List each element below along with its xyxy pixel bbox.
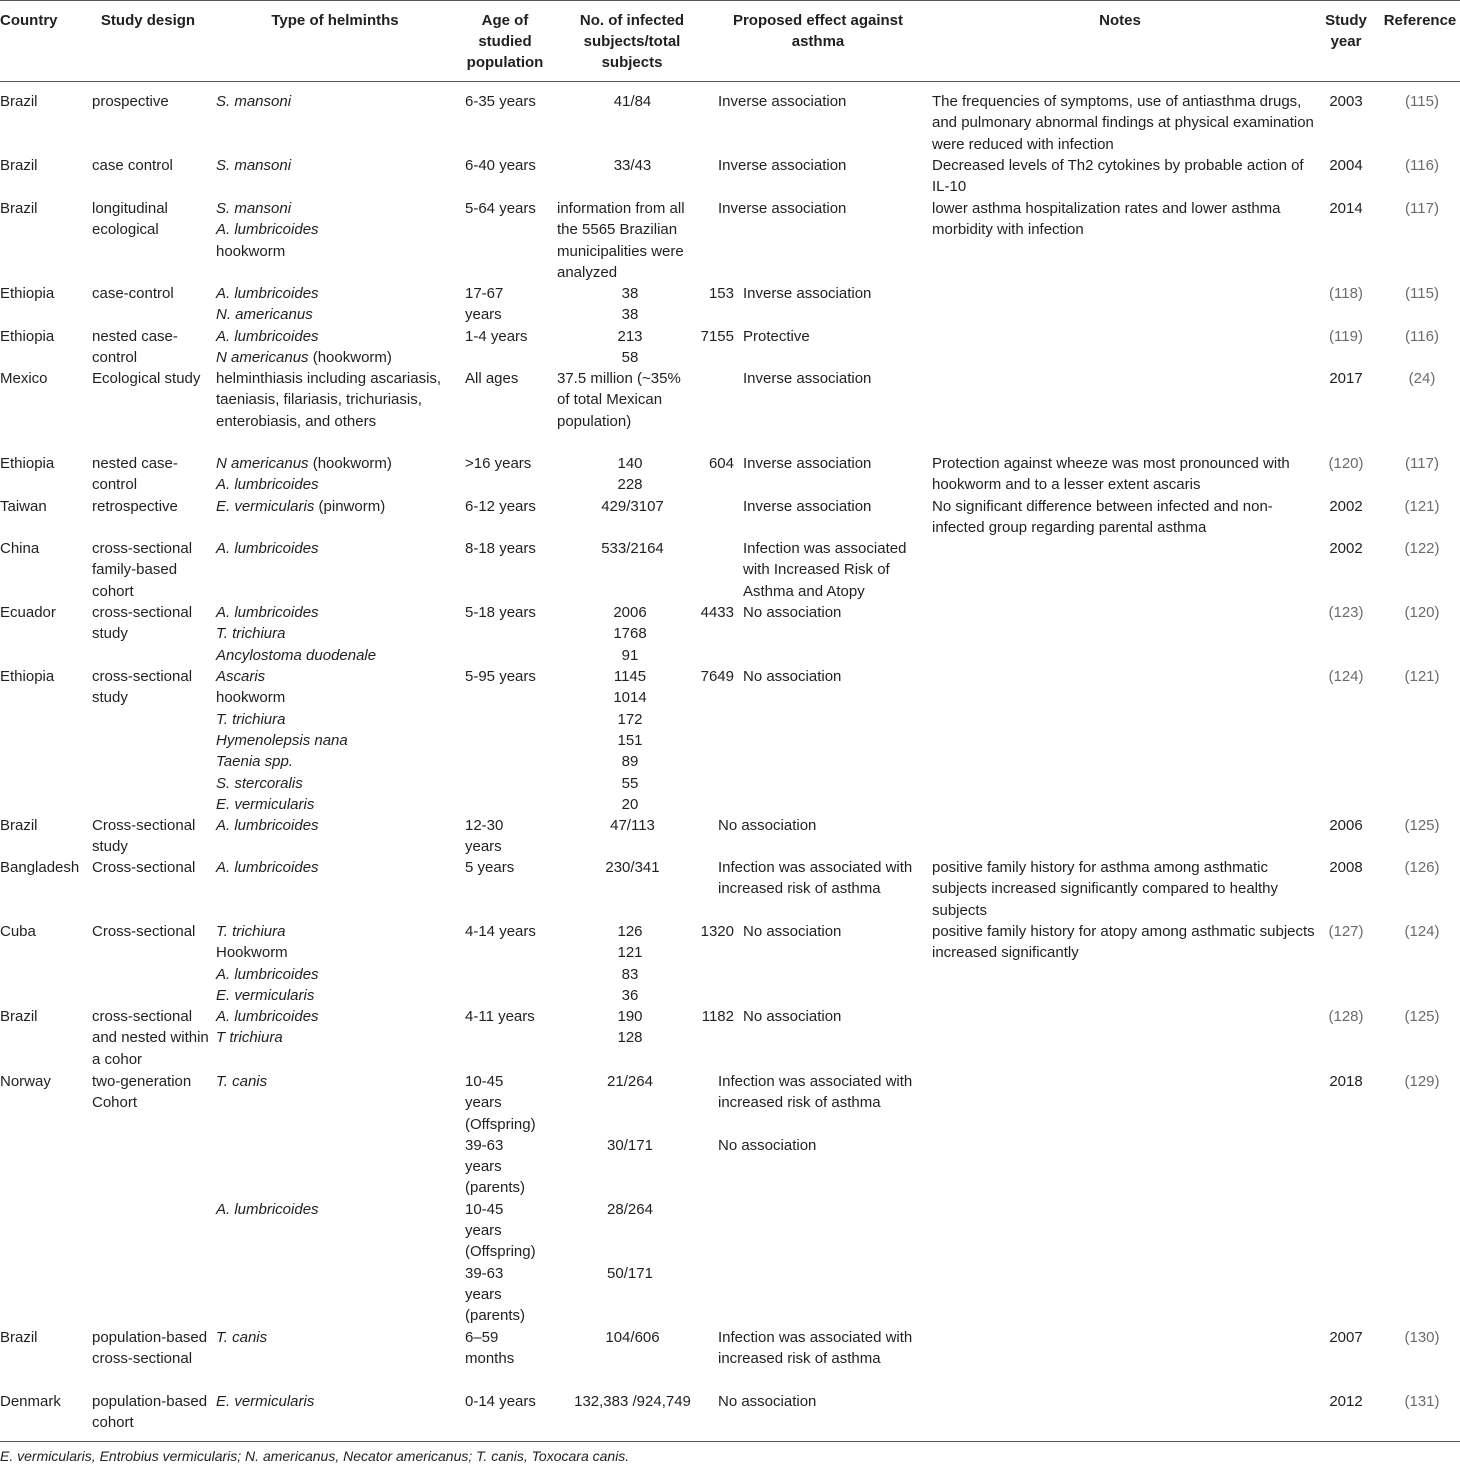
cell-year: 2008 [1329,859,1363,876]
helminth-name: A. lumbricoides [216,540,319,557]
cell-country: Denmark [0,1393,61,1410]
helminth-name: Hookworm [216,944,288,962]
helminth-name: A. lumbricoides [216,476,319,494]
cell-helminths: helminthiasis including ascariasis, taeniasis, filariasis, trichuriasis, enterobiasis, and others [216,370,442,430]
cell-year: 2012 [1329,1393,1363,1410]
cell-infected: 1768 [613,625,647,643]
helminth-name: T. canis [216,1329,268,1346]
helminth-name: A. lumbricoides [216,817,319,834]
cell-infected: 30/171 [607,1136,653,1154]
helminth-name: S. mansoni [216,93,292,110]
cell-total: 4433 [700,604,734,621]
cell-year: (120) [1328,455,1364,472]
helminth-name: E. vermicularis [216,986,315,1004]
cell-effect: No association [743,604,842,621]
helminth-name: A. lumbricoides [216,1200,319,1218]
cell-effect: Inverse association [718,200,847,217]
cell-country: Brazil [0,93,38,110]
cell-effect: Inverse association [743,455,872,472]
cell-infected: 151 [617,731,643,749]
cell-effect: Infection was associated with increased risk of asthma [718,1329,913,1368]
table-header [0,0,1460,82]
cell-infected: 47/113 [610,817,655,834]
cell-infected: 140 [617,455,643,472]
cell-reference: (122) [1404,540,1440,557]
cell-country: Brazil [0,1008,38,1025]
cell-reference: (115) [1405,93,1439,110]
cell-infected: 1145 [613,668,647,685]
cell-design: nested case-control [92,455,178,494]
cell-infected: 41/84 [613,93,652,110]
cell-design: nested case-control [92,328,178,367]
cell-year: (119) [1329,328,1363,345]
cell-country: Taiwan [0,498,47,515]
cell-age: 10-45 years (Offspring) [465,1073,536,1133]
cell-country: Ethiopia [0,328,55,345]
cell-year: (128) [1328,1008,1364,1025]
cell-age: 17-67 years [465,285,504,324]
cell-reference: (129) [1404,1073,1440,1090]
cell-design: Cross-sectional study [92,817,196,856]
cell-age: 12-30 years [465,817,504,856]
cell-design: prospective [92,93,169,110]
header-reference: Reference [1383,12,1457,29]
helminth-name: N americanus (hookworm) [216,455,392,472]
cell-country: Brazil [0,157,38,174]
helminth-name: T trichiura [216,1029,283,1047]
cell-effect: No association [743,1008,842,1025]
cell-infected: 429/3107 [601,498,664,515]
cell-infected: 28/264 [607,1200,653,1218]
cell-infected: 172 [617,710,643,728]
cell-reference: (130) [1404,1329,1440,1346]
cell-infected: 33/43 [613,157,652,174]
cell-effect: Inverse association [718,93,847,110]
helminth-name: A. lumbricoides [216,604,319,621]
cell-infected: 89 [621,753,639,771]
cell-design: retrospective [92,498,178,515]
helminth-name: T. trichiura [216,923,286,940]
cell-infected: 21/264 [607,1073,653,1090]
cell-effect: Inverse association [743,370,872,387]
cell-design: cross-sectional study [92,604,193,643]
cell-age: 6–59 months [465,1329,515,1368]
cell-reference: (125) [1404,1008,1440,1025]
header-helminths: Type of helminths [271,12,399,29]
cell-design: cross-sectional study [92,668,193,707]
helminth-name: T. canis [216,1073,268,1090]
cell-country: Ethiopia [0,455,55,472]
cell-country: Ecuador [0,604,56,621]
cell-notes: positive family history for asthma among asthmatic subjects increased significantly compared to healthy subjects [932,859,1279,919]
cell-age: 4-11 years [465,1008,535,1025]
cell-total: 1320 [700,923,734,940]
helminth-name: S. mansoni [216,200,292,217]
helminth-name: Taenia spp. [216,753,294,771]
cell-country: Brazil [0,817,38,834]
cell-year: 2014 [1329,200,1363,217]
cell-reference: (126) [1404,859,1440,876]
helminth-name: S. mansoni [216,157,292,174]
cell-age: 0-14 years [465,1393,536,1410]
cell-design: case control [92,157,173,174]
cell-reference: (121) [1404,498,1440,515]
cell-year: 2018 [1329,1073,1363,1090]
cell-notes: Decreased levels of Th2 cytokines by probable action of IL-10 [932,157,1304,196]
cell-age: 6-35 years [465,93,536,110]
header-year: Study year [1325,12,1367,50]
cell-age: 5-95 years [465,668,536,685]
cell-effect: Protective [743,328,810,345]
cell-infected: 213 [617,328,643,345]
cell-design: cross-sectional family-based cohort [92,540,193,600]
cell-reference: (115) [1405,285,1439,302]
cell-reference: (124) [1404,923,1440,940]
cell-year: 2006 [1329,817,1363,834]
cell-infected: 128 [617,1029,643,1047]
cell-country: Brazil [0,200,38,217]
cell-reference: (131) [1404,1393,1440,1410]
cell-effect: Inverse association [743,498,872,515]
cell-notes: lower asthma hospitalization rates and lower asthma morbidity with infection [932,200,1281,239]
cell-age: 39-63 years (parents) [465,1264,526,1325]
cell-age: 5-64 years [465,200,536,217]
cell-country: Brazil [0,1329,38,1346]
helminth-name: N. americanus [216,306,313,324]
cell-design: Ecological study [92,370,201,387]
cell-infected: 132,383 /924,749 [574,1393,691,1410]
cell-year: (127) [1328,923,1364,940]
header-notes: Notes [1099,12,1141,29]
cell-reference: (120) [1404,604,1440,621]
cell-design: case-control [92,285,174,302]
table-footnote: E. vermicularis, Entrobius vermicularis; N. americanus, Necator americanus; T. canis, Toxocara canis. [0,1448,630,1464]
cell-country: Ethiopia [0,285,55,302]
helminth-name: A. lumbricoides [216,1008,319,1025]
helminth-name: A. lumbricoides [216,285,319,302]
cell-year: 2002 [1329,540,1363,557]
cell-age: >16 years [465,455,532,472]
helminth-name: E. vermicularis [216,1393,315,1410]
cell-effect: No association [743,923,842,940]
cell-infected: 230/341 [605,859,660,876]
bottom-rule [0,1441,1460,1442]
cell-year: 2007 [1329,1329,1363,1346]
helminth-name: A. lumbricoides [216,965,319,983]
cell-age: 39-63 years (parents) [465,1136,526,1197]
cell-reference: (116) [1405,328,1439,345]
helminth-name: T. trichiura [216,710,286,728]
cell-infected: 1014 [613,689,647,707]
cell-reference: (125) [1404,817,1440,834]
cell-infected: 83 [621,965,639,983]
header-effect: Proposed effect against asthma [732,12,904,50]
cell-effect: No association [718,817,817,834]
cell-effect: Inverse association [743,285,872,302]
cell-total: 153 [708,285,734,302]
cell-infected: 190 [617,1008,643,1025]
header-infected: No. of infected subjects/total subjects [579,12,685,71]
cell-infected: 533/2164 [601,540,664,557]
cell-country: Bangladesh [0,859,80,876]
helminth-name: N americanus (hookworm) [216,349,392,367]
cell-year: 2002 [1329,498,1363,515]
cell-infected: 50/171 [607,1264,653,1282]
cell-effect: No association [718,1136,817,1154]
cell-year: 2004 [1329,157,1363,174]
cell-infected: 104/606 [605,1329,660,1346]
cell-effect: No association [743,668,842,685]
cell-age: All ages [465,370,519,387]
helminth-name: hookworm [216,689,286,707]
helminth-name: A. lumbricoides [216,221,319,239]
cell-year: 2003 [1329,93,1363,110]
cell-notes: The frequencies of symptoms, use of antiasthma drugs, and pulmonary abnormal findings at physical examination were reduced with infection [932,93,1314,153]
header-country: Country [0,12,58,29]
cell-country: Norway [0,1073,51,1090]
cell-country: Ethiopia [0,668,55,685]
cell-age: 1-4 years [465,328,528,345]
cell-notes: positive family history for atopy among asthmatic subjects increased significantly [932,923,1315,962]
cell-infected: 58 [621,349,639,367]
cell-notes: Protection against wheeze was most pronounced with hookworm and to a lesser extent ascaris [932,455,1290,494]
helminth-name: Hymenolepsis nana [216,731,348,749]
cell-country: Mexico [0,370,48,387]
cell-age: 8-18 years [465,540,536,557]
cell-effect: No association [718,1393,817,1410]
cell-effect: Inverse association [718,157,847,174]
cell-design: Cross-sectional [92,859,196,876]
helminth-name: T. trichiura [216,625,286,643]
cell-design: population-based cohort [92,1393,208,1432]
cell-infected: 228 [617,476,643,494]
cell-total: 1182 [701,1008,734,1025]
cell-reference: (121) [1404,668,1440,685]
cell-total: 7649 [700,668,734,685]
cell-infected: 38 [621,306,639,324]
cell-design: Cross-sectional [92,923,196,940]
cell-infected: 55 [621,774,639,792]
helminth-name: E. vermicularis (pinworm) [216,498,386,515]
cell-reference: (117) [1405,455,1439,472]
cell-age: 5-18 years [465,604,536,621]
cell-country: China [0,540,40,557]
cell-total: 7155 [700,328,734,345]
header-study-design: Study design [100,12,196,29]
cell-infected: 121 [617,944,643,962]
cell-infected: 38 [621,285,639,302]
cell-year: (124) [1328,668,1364,685]
cell-infected: 37.5 million (~35% of total Mexican population) [557,370,681,430]
cell-effect: Infection was associated with Increased Risk of Asthma and Atopy [743,540,907,600]
cell-notes: No significant difference between infected and non-infected group regarding parental asthma [932,498,1273,537]
cell-infected: 91 [621,646,639,664]
cell-total: 604 [708,455,734,472]
cell-effect: Infection was associated with increased risk of asthma [718,859,913,898]
cell-age: 5 years [465,859,515,876]
cell-reference: (117) [1405,200,1439,217]
cell-design: two-generation Cohort [92,1073,192,1112]
cell-infected: information from all the 5565 Brazilian municipalities were analyzed [557,200,685,281]
cell-infected: 36 [621,986,639,1004]
cell-age: 6-12 years [465,498,536,515]
cell-infected: 126 [617,923,643,940]
helminth-name: E. vermicularis [216,795,315,813]
cell-year: (123) [1328,604,1364,621]
header-age: Age of studied population [466,12,544,71]
cell-year: 2017 [1329,370,1363,387]
cell-age: 10-45 years (Offspring) [465,1200,536,1261]
cell-infected: 20 [621,795,639,813]
cell-age: 6-40 years [465,157,536,174]
helminth-name: Ancylostoma duodenale [216,646,377,664]
cell-design: longitudinal ecological [92,200,168,239]
helminth-name: Ascaris [216,668,266,685]
cell-design: population-based cross-sectional [92,1329,208,1368]
cell-reference: (24) [1408,370,1436,387]
helminth-name: S. stercoralis [216,774,303,792]
cell-infected: 2006 [613,604,647,621]
cell-design: cross-sectional and nested within a cohor [92,1008,209,1068]
cell-age: 4-14 years [465,923,536,940]
helminth-name: A. lumbricoides [216,328,319,345]
cell-country: Cuba [0,923,36,940]
helminth-name: hookworm [216,242,286,260]
helminth-name: A. lumbricoides [216,859,319,876]
cell-effect: Infection was associated with increased risk of asthma [718,1073,913,1112]
cell-reference: (116) [1405,157,1439,174]
cell-year: (118) [1329,285,1363,302]
